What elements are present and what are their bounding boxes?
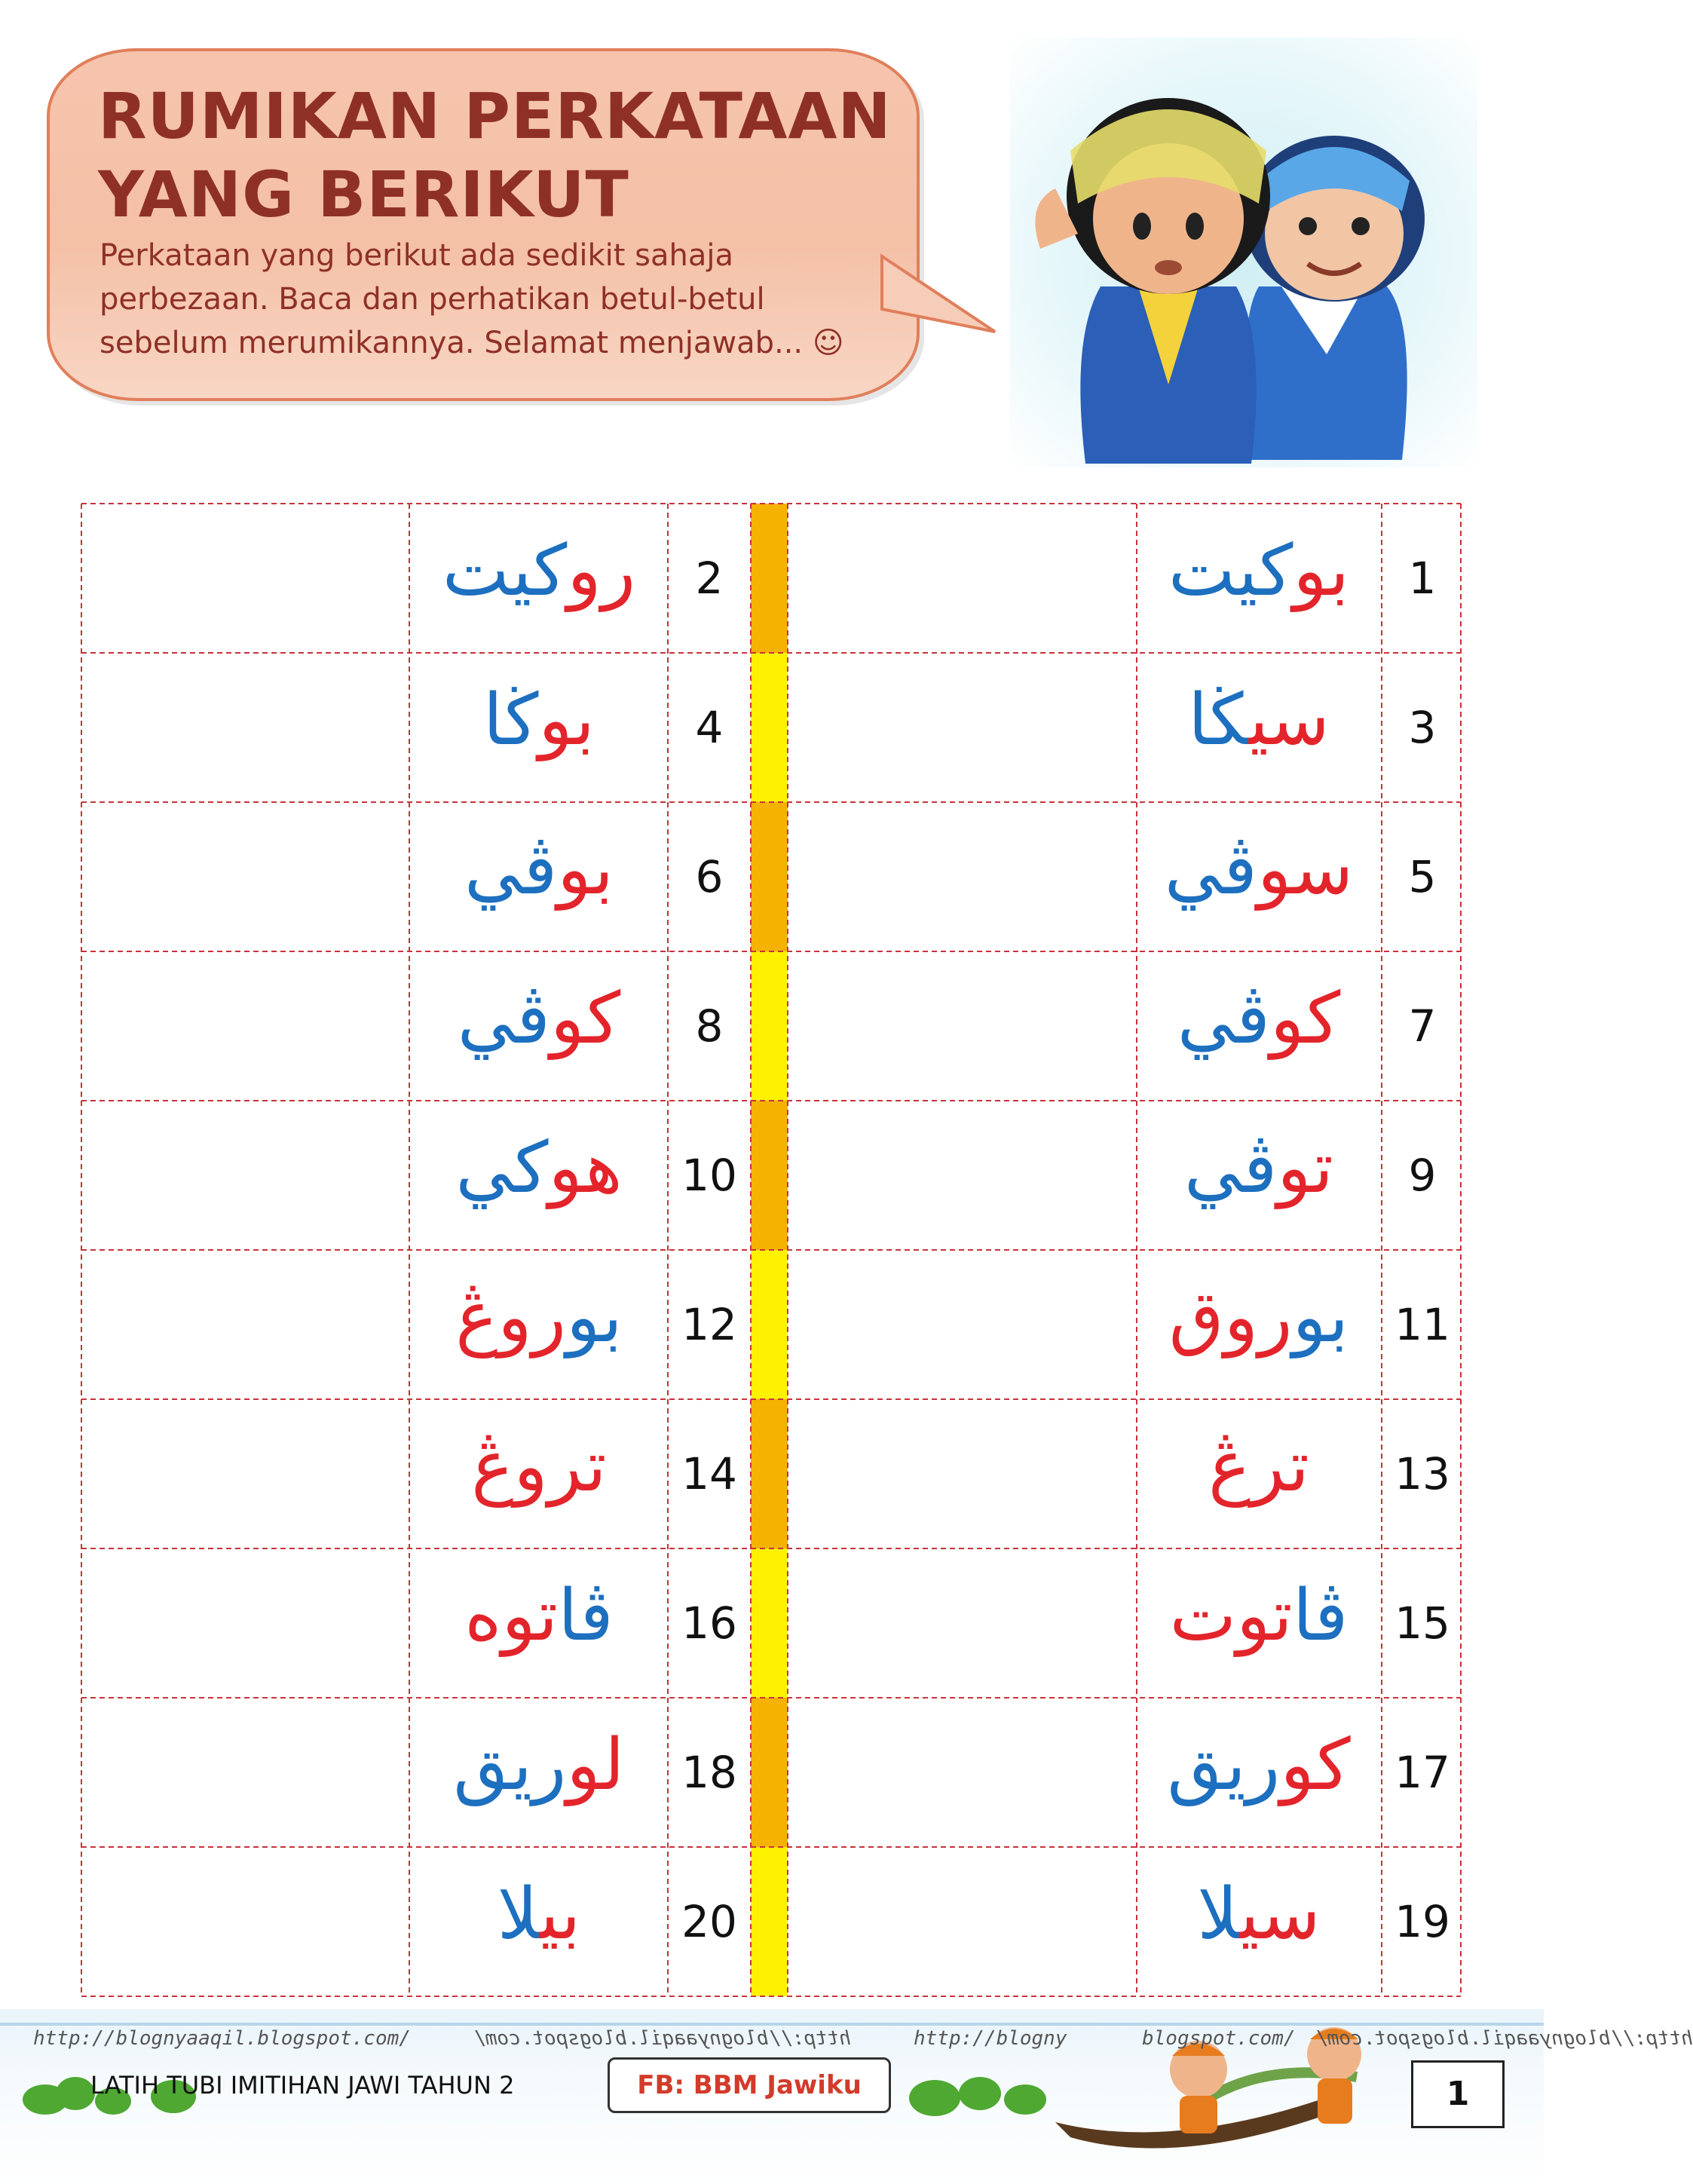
answer-field[interactable] xyxy=(84,1850,406,1993)
jawi-word xyxy=(411,1870,667,1960)
instructions-text: Perkataan yang berikut ada sedikit sahaja perbezaan. Baca dan perhatikan betul-betul sebelum merumikannya. Selamat menjawab... ☺ xyxy=(99,238,844,360)
question-number: 7 xyxy=(1408,1000,1437,1052)
jawi-syllable: توت xyxy=(1169,1575,1293,1657)
question-number: 4 xyxy=(695,702,724,753)
jawi-syllable: كو xyxy=(1269,978,1341,1060)
jawi-word xyxy=(1138,974,1379,1064)
jawi-syllable: كيت xyxy=(1168,530,1293,612)
question-number: 8 xyxy=(695,1000,724,1052)
center-stripe-segment xyxy=(751,1847,788,1996)
jawi-syllable: بو xyxy=(538,679,595,761)
character-right xyxy=(1244,136,1425,460)
jawi-word xyxy=(411,974,667,1064)
footer-url-mirrored: http://blognyaaqil.blogspot.com/ xyxy=(473,2027,851,2050)
jawi-syllable: ريق xyxy=(453,1724,567,1806)
page-title: RUMIKAN PERKATAAN YANG BERIKUT xyxy=(98,79,892,231)
jawi-syllable: ڤي xyxy=(1164,829,1257,911)
jawi-word xyxy=(411,1123,667,1214)
jawi-word xyxy=(1138,1273,1379,1363)
facebook-label: FB: BBM Jawiku xyxy=(608,2057,891,2113)
answer-field[interactable] xyxy=(84,507,406,650)
jawi-syllable: روق xyxy=(1168,1276,1293,1358)
center-stripe-segment xyxy=(751,1101,788,1250)
jawi-syllable: كو xyxy=(550,978,621,1060)
footer-title: LATIH TUBI IMITIHAN JAWI TAHUN 2 xyxy=(90,2071,515,2100)
center-stripe-segment xyxy=(751,1698,788,1847)
jawi-syllable: ريق xyxy=(1167,1724,1281,1806)
center-stripe-segment xyxy=(751,951,788,1101)
jawi-syllable: بو xyxy=(557,829,614,911)
jawi-word xyxy=(1138,825,1379,915)
center-stripe-segment xyxy=(751,653,788,802)
answer-field[interactable] xyxy=(84,805,406,948)
jawi-word xyxy=(411,1571,667,1662)
jawi-word xyxy=(411,1422,667,1512)
jawi-syllable: كي xyxy=(455,1127,549,1209)
jawi-syllable: كيت xyxy=(442,530,568,612)
center-stripe-segment xyxy=(751,504,788,653)
jawi-syllable: ترڠ xyxy=(1208,1426,1310,1508)
jawi-word xyxy=(411,526,667,617)
jawi-syllable: توه xyxy=(464,1575,559,1657)
question-number: 3 xyxy=(1408,702,1437,753)
jawi-syllable: ڤا xyxy=(1292,1575,1349,1657)
question-number: 18 xyxy=(681,1747,737,1798)
footer-url-short: http://blogny xyxy=(914,2027,1067,2050)
question-number: 12 xyxy=(681,1299,737,1350)
jawi-syllable: تروڠ xyxy=(471,1426,607,1508)
answer-field[interactable] xyxy=(84,1402,406,1545)
footer-character-left xyxy=(1170,2041,1227,2133)
question-number: 5 xyxy=(1408,851,1437,902)
jawi-syllable: ڤي xyxy=(1183,1127,1278,1209)
question-number: 17 xyxy=(1395,1747,1450,1798)
page-number: 1 xyxy=(1411,2060,1505,2128)
answer-field[interactable] xyxy=(791,954,1134,1098)
jawi-syllable: بو xyxy=(1292,1276,1349,1358)
jawi-syllable: سي xyxy=(1248,679,1330,761)
jawi-word xyxy=(411,675,667,766)
characters-illustration xyxy=(1010,38,1477,467)
question-number: 1 xyxy=(1408,553,1437,604)
jawi-word xyxy=(411,825,667,915)
jawi-syllable: ڤي xyxy=(1177,978,1270,1060)
jawi-syllable: لو xyxy=(566,1724,625,1806)
jawi-syllable: ڤي xyxy=(464,829,558,911)
jawi-syllable: ڬا xyxy=(1188,679,1249,761)
jawi-syllable: سي xyxy=(1239,1873,1321,1956)
page-footer xyxy=(0,2009,1693,2184)
jawi-word xyxy=(411,1720,667,1811)
jawi-syllable: ڬا xyxy=(482,679,539,761)
answer-field[interactable] xyxy=(791,1402,1134,1545)
jawi-word xyxy=(1138,1720,1379,1811)
jawi-word xyxy=(1138,526,1379,617)
answer-field[interactable] xyxy=(84,1104,406,1247)
question-number: 10 xyxy=(681,1150,737,1201)
question-number: 6 xyxy=(695,851,724,902)
answer-field[interactable] xyxy=(791,1701,1134,1844)
footer-url-mirrored-right: http://blognyaaqil.blogspot.com/ xyxy=(1315,2027,1693,2050)
jawi-word xyxy=(1138,675,1379,766)
center-stripe-segment xyxy=(751,802,788,951)
center-stripe-segment xyxy=(751,1399,788,1548)
jawi-syllable: بو xyxy=(566,1276,623,1358)
jawi-syllable: رو xyxy=(567,530,636,612)
question-number: 14 xyxy=(681,1448,737,1499)
question-number: 11 xyxy=(1395,1299,1450,1350)
question-number: 15 xyxy=(1395,1597,1450,1649)
jawi-word xyxy=(1138,1422,1379,1512)
jawi-syllable: ڤي xyxy=(457,978,550,1060)
answer-field[interactable] xyxy=(84,954,406,1098)
jawi-syllable: هو xyxy=(548,1127,623,1209)
jawi-syllable: لا xyxy=(497,1873,540,1956)
jawi-syllable: روڠ xyxy=(455,1276,567,1358)
jawi-syllable: ڤا xyxy=(558,1575,614,1657)
jawi-word xyxy=(1138,1571,1379,1662)
question-number: 13 xyxy=(1395,1448,1450,1499)
jawi-syllable: بو xyxy=(1293,530,1350,612)
character-left xyxy=(1035,98,1270,464)
answer-field[interactable] xyxy=(791,656,1134,799)
answer-field[interactable] xyxy=(791,1104,1134,1247)
answer-field[interactable] xyxy=(84,1253,406,1396)
jawi-syllable: كو xyxy=(1280,1724,1351,1806)
answer-field[interactable] xyxy=(791,1850,1134,1993)
answer-field[interactable] xyxy=(791,805,1134,948)
center-stripe-segment xyxy=(751,1250,788,1399)
jawi-syllable: بي xyxy=(539,1873,581,1956)
jawi-word xyxy=(411,1273,667,1363)
instruction-bubble xyxy=(47,48,920,401)
jawi-syllable: لا xyxy=(1197,1873,1240,1956)
jawi-syllable: سو xyxy=(1257,829,1354,911)
bubble-tail xyxy=(882,249,1003,339)
answer-field[interactable] xyxy=(791,1253,1134,1396)
answer-field[interactable] xyxy=(84,656,406,799)
jawi-word xyxy=(1138,1870,1379,1960)
question-number: 16 xyxy=(681,1597,737,1649)
answer-field[interactable] xyxy=(791,507,1134,650)
question-number: 2 xyxy=(695,553,724,604)
footer-url-left: http://blognyaaqil.blogspot.com/ xyxy=(33,2027,411,2050)
answer-field[interactable] xyxy=(84,1701,406,1844)
jawi-syllable: تو xyxy=(1277,1127,1334,1209)
question-number: 19 xyxy=(1395,1896,1450,1947)
answer-field[interactable] xyxy=(791,1551,1134,1695)
question-number: 20 xyxy=(681,1896,737,1947)
footer-url-tail: blogspot.com/ xyxy=(1142,2027,1296,2050)
question-number: 9 xyxy=(1408,1150,1437,1201)
jawi-word xyxy=(1138,1123,1379,1214)
answer-field[interactable] xyxy=(84,1551,406,1695)
center-stripe-segment xyxy=(751,1548,788,1698)
